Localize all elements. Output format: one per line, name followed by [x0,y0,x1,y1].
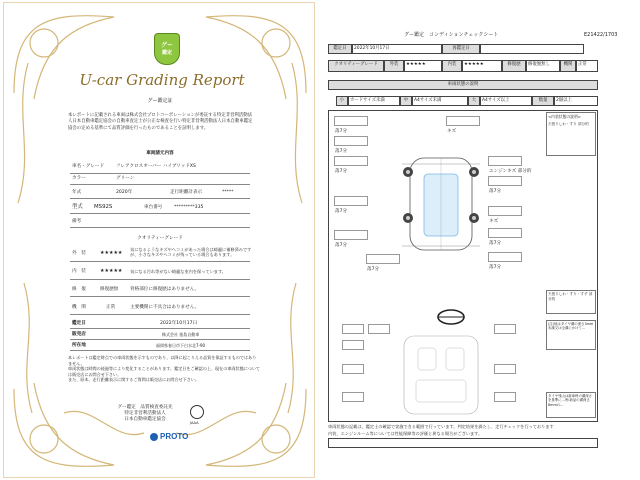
addr-label: 所在地 [72,343,86,348]
note-text-3: (注)他はタイヤ溝の深さ3mm未満又は全溝にかけて… [548,322,594,331]
footer-org: グー鑑定 品質検査委託先 特定非営利活動法人 日本自動車鑑定協会 [117,405,173,422]
note-box-2 [546,290,596,314]
size-count-label: 数量 [532,96,554,106]
int-stars: ★★★★★ [462,60,502,72]
recheck-value [480,44,584,54]
sheet-engine-label: 機関 [560,60,576,72]
damage-box-label: 落7分 [367,267,380,272]
damage-box-label: 落7分 [489,189,502,194]
car-interior-diagram [396,332,486,418]
proto-logo-icon [150,433,158,441]
report-subtitle: グー鑑定証 [147,98,173,104]
model-value: MS92S [94,204,113,210]
interior-note-head: <内装状態の説明> [548,114,581,119]
damage-box-label: 落7分 [335,209,348,214]
intro-text: 本レポートに記載される車両は株式会社プロトコーポレーションが委託する特定非営利活動法人日本自動車鑑定協会の自動車査定士が公正な検査を行い特定非営利活動法人日本自動車鑑定協会の定める基準にて品質評価を行ったものであることを証明します。 [68,113,253,131]
size-mid-label: 中 [400,96,412,106]
section-quality-heading: クオリティーグレード [137,236,183,241]
repair-text: 骨格部位に修復歴はありません。 [130,287,200,292]
chassis-value: *********335 [174,205,204,210]
jaaa-logo-icon [190,405,204,419]
exterior-stars: ★★★★★ [100,250,123,256]
exterior-text: 気になるようなキズやヘコミがあった場合は綺麗に補修済みですが、小さなキズやヘコミが残っている場合もあります。 [130,247,252,258]
repair-label: 修 復 [72,287,86,292]
size-count-value: 2個以上 [554,96,598,106]
damage-box-label: 落7分 [489,241,502,246]
note-text-2: 天張りしわ・すり・すず 部分的 [548,292,593,301]
damage-box-label: キズ [447,129,457,134]
grade-label: クオリティーグレード [328,60,384,72]
model-label: 型式 [72,204,83,210]
damage-box-label: 落7分 [335,243,348,248]
shop-label: 販売店 [72,332,86,337]
note-label: 備考 [72,219,82,224]
cert-date-value: 2022年10月17日 [160,321,198,326]
sheet-engine-value: 正常 [576,60,598,72]
sheet-repair-label: 修復歴 [502,60,526,72]
sheet-footer-box [328,438,598,448]
section-vehicle-heading: 車両諸元内容 [146,151,174,156]
interior-stars: ★★★★★ [100,268,123,274]
interior-text: 気になる汚れ等がない綺麗な室内を保っています。 [130,269,226,274]
proto-wordmark: PROTO [160,432,189,441]
mileage-label: 走行距離計表示 [170,190,203,195]
vehicle-name-label: 車名・グレード [72,164,105,169]
sheet-footer-2: 内装、エンジンルーム等については性能保障等の評価と異なる場合がございます。 [328,431,483,436]
sheet-date-label: 鑑定日 [328,44,352,54]
steering-wheel-icon [436,308,466,326]
damage-box-label: 落7分 [335,149,348,154]
notice-text: 本レポートは鑑定時点での車両状態を示すものであり、以降に起こりえる品質を保証するものではありません。 車両状態は時間の経過等により変化することがあります。鑑定日をご確認の上、現在の車両状態については販売店にお問合せ下さい。 また、原本、走行距離表示に関するご質問は販売店にお問合せ下さい。 [68,355,260,383]
size-big-value: A4サイズ以上 [480,96,532,106]
color-value: グリーン [116,176,135,181]
condition-header: 車両状態の説明 [328,80,598,90]
interior-label: 内 装 [72,269,86,274]
grading-certificate [3,2,315,478]
car-topview-diagram [396,152,486,256]
size-mid-value: A4サイズ未満 [412,96,468,106]
note-box-3 [546,320,596,350]
goo-badge-icon: グー 鑑定 [154,33,180,65]
year-value: 2020年 [116,190,133,195]
sheet-title: グー鑑定 コンディションチェックシート [404,32,499,38]
size-small-value: カードサイズ未満 [348,96,400,106]
ext-label: 外装 [384,60,404,72]
cert-date-label: 鑑定日 [72,321,86,326]
sheet-repair-value: 修復歴無し [526,60,560,72]
engine-value: 正常 [106,305,116,310]
damage-box-label: 落7分 [335,129,348,134]
shop-value: 株式会社 徳島自動車 [162,332,200,337]
engine-label: 機 関 [72,305,86,310]
size-small-label: 小 [336,96,348,106]
damage-box-label: キズ [489,219,499,224]
chassis-label: 車台番号 [144,205,163,210]
note-text-4: タイヤ残山は新車時の溝深さを基準に…例:新品の溝深さ8mmの… [548,394,593,407]
engine-text: 主要機関に不具合はありません。 [130,305,200,310]
year-label: 年式 [72,190,82,195]
exterior-label: 外 装 [72,251,86,256]
interior-note-box [546,112,596,156]
sheet-date-value: 2022年10月17日 [352,44,442,54]
addr-value: 福岡県春日市下白水北7-90 [156,343,206,348]
color-label: カラー [72,176,86,181]
vehicle-name-value: フレアクロスオーバー ハイブリッドXS [116,164,196,169]
report-title: U-car Grading Report [79,71,245,89]
sheet-footer-1: 車両状態の記載は、鑑定士の確認で実施できる範囲で行っています。判定結果を満たし、走行チェックを行っております [328,424,554,429]
interior-note-text: 天張りしわ・すり 部分的 [548,121,589,126]
recheck-label: 再鑑定日 [442,44,480,54]
sheet-id: E21422/1703 [584,32,618,38]
damage-box-label: エンジンキズ 部分的 [489,169,532,174]
size-big-label: 大 [468,96,480,106]
note-box-4 [546,392,596,418]
repair-value: 修復歴無 [100,287,119,292]
damage-box-label: 落7分 [335,169,348,174]
mileage-value: ***** [222,190,234,195]
ext-stars: ★★★★★ [404,60,442,72]
jaaa-label: JAAA [190,421,199,425]
damage-box-label: 落7分 [489,265,502,270]
int-label: 内装 [442,60,462,72]
